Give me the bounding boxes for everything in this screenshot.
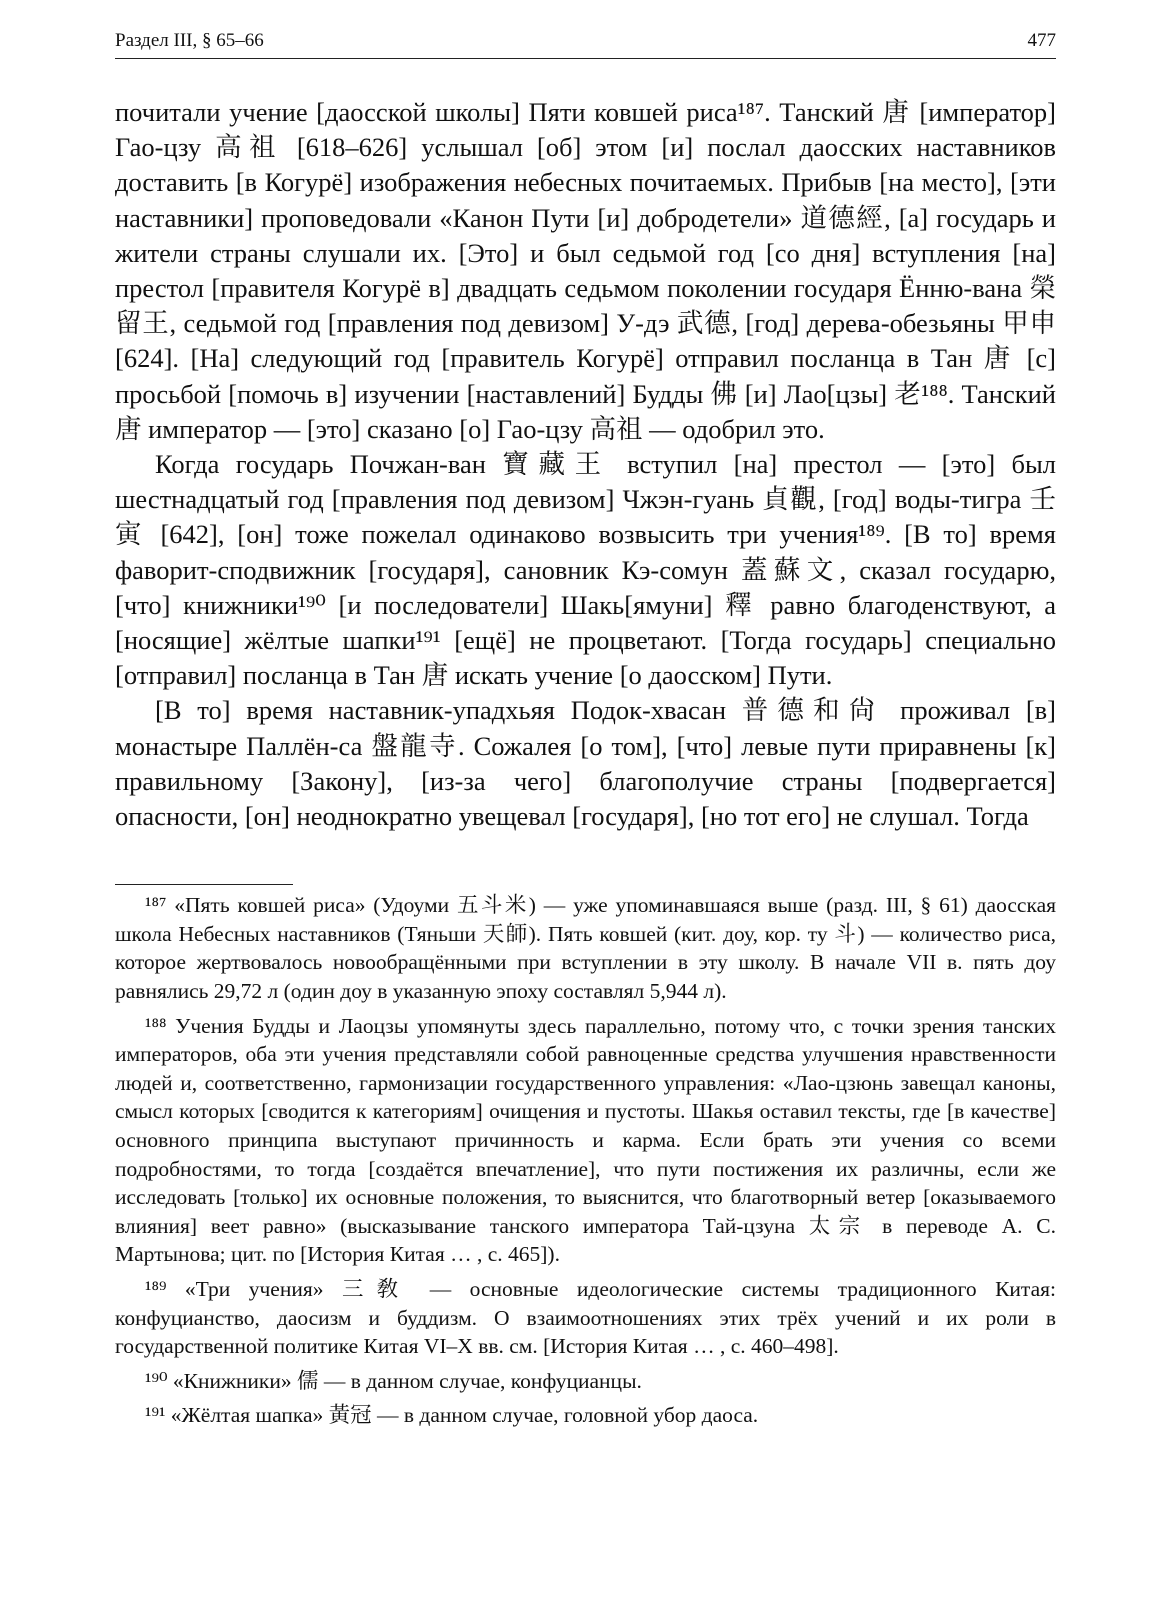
footnote-divider [115, 884, 293, 885]
body-paragraph-1: почитали учение [даосской школы] Пяти ковшей риса¹⁸⁷. Танский 唐 [император] Гао-цзу 高祖 [618–626] услышал [об] этом [и] послал даосских наставников доставить [в Когурё] изображения небесных почитаемых. Прибыв [на место], [эти наставники] проповедовали «Канон Пути [и] добродетели» 道德經, [а] государь и жители страны слушали их. [Это] и был седьмой год [со дня] вступления [на] престол [правителя Когурё в] двадцать седьмом поколении государя Ённю-вана 榮留王, седьмой год [правления под девизом] У-дэ 武德, [год] дерева-обезьяны 甲申 [624]. [На] следующий год [правитель Когурё] отправил посланца в Тан 唐 [с] просьбой [помочь в] изучении [наставлений] Будды 佛 [и] Лао[цзы] 老¹⁸⁸. Танский 唐 император — [это] сказано [о] Гао-цзу 高祖 — одобрил это. [115, 97, 1056, 444]
page-number: 477 [1027, 30, 1056, 51]
footnote-188: ¹⁸⁸ Учения Будды и Лаоцзы упомянуты здесь параллельно, потому что, с точки зрения танских императоров, оба эти учения представляли собой равноценные средства улучшения нравственности людей и, соответственно, гармонизации государственного управления: «Лао-цзюнь завещал каноны, смысл которых [сводится к категориям] очищения и пустоты. Шакья оставил тексты, где [в качестве] основного принципа выступают причинность и карма. Если брать эти учения со всеми подробностями, то тогда [создаётся впечатление], что пути постижения их различны, если же исследовать [только] их основные положения, то выяснится, что благотворный ветер [оказываемого влияния] веет равно» (высказывание танского императора Тай-цзуна 太宗 в переводе А. С. Мартынова; цит. по [История Китая … , с. 465]). [115, 1013, 1056, 1267]
running-header [115, 30, 1056, 59]
main-text [115, 95, 1056, 834]
section-reference: Раздел III, § 65–66 [115, 30, 264, 51]
footnote-189: ¹⁸⁹ «Три учения» 三敎 — основные идеологические системы традиционного Китая: конфуцианство, даосизм и буддизм. О взаимоотношениях этих трёх учений и их роли в государственной политике Китая VI–X вв. см. [История Китая … , с. 460–498]. [115, 1276, 1056, 1359]
body-paragraph-2: Когда государь Почжан-ван 寶藏王 вступил [на] престол — [это] был шестнадцатый год [правления под девизом] Чжэн-гуань 貞觀, [год] воды-тигра 壬寅 [642], [он] тоже пожелал одинаково возвысить три учения¹⁸⁹. [В то] время фаворит-сподвижник [государя], сановник Кэ-сомун 蓋蘇文, сказал государю, [что] книжники¹⁹⁰ [и последователи] Шакь[ямуни] 釋 равно благоденствуют, а [носящие] жёлтые шапки¹⁹¹ [ещё] не процветают. [Тогда государь] специально [отправил] посланца в Тан 唐 искать учение [о даосском] Пути. [115, 449, 1056, 691]
footnote-191: ¹⁹¹ «Жёлтая шапка» 黃冠 — в данном случае, головной убор даоса. [145, 1403, 759, 1428]
footnotes [115, 891, 1056, 1430]
footnote-190: ¹⁹⁰ «Книжники» 儒 — в данном случае, конфуцианцы. [145, 1368, 642, 1393]
footnote-187: ¹⁸⁷ «Пять ковшей риса» (Удоуми 五斗米) — уже упоминавшаяся выше (разд. III, § 61) даосская школа Небесных наставников (Тяньши 天師). Пять ковшей (кит. доу, кор. ту 斗) — количество риса, которое жертвовалось новообращёнными при вступлении в эту школу. В начале VII в. пять доу равнялись 29,72 л (один доу в указанную эпоху составлял 5,944 л). [115, 893, 1056, 1004]
body-paragraph-3: [В то] время наставник-упадхьяя Подок-хвасан 普德和尙 проживал [в] монастыре Паллён-са 盤龍寺. Сожалея [о том], [что] левые пути приравнены [к] правильному [Закону], [из-за чего] благополучие страны [подвергается] опасности, [он] неоднократно увещевал [государя], [но тот его] не слушал. Тогда [115, 695, 1056, 832]
